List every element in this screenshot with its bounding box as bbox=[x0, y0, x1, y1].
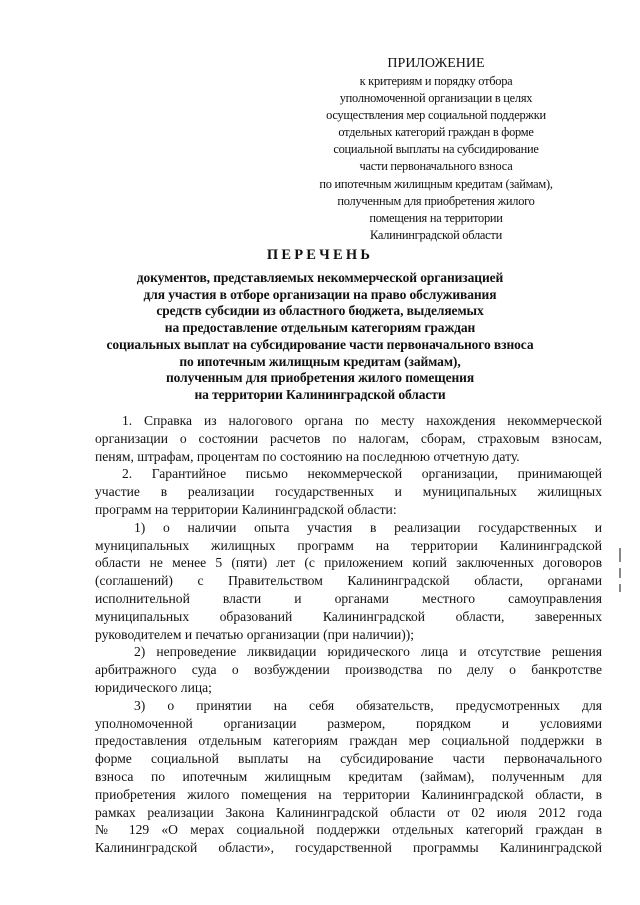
scan-margin-mark bbox=[619, 548, 621, 562]
appendix-line: уполномоченной организации в целях bbox=[339, 91, 533, 106]
body-line: 2) непроведение ликвидации юридического лица и отсутствие решения bbox=[134, 644, 602, 660]
appendix-line: Калининградской области bbox=[370, 227, 502, 242]
title-line: социальных выплат на субсидирование части первоначального взноса bbox=[106, 336, 534, 352]
body-line: взноса по ипотечным жилищным кредитам (займам), полученным для bbox=[95, 768, 602, 784]
appendix-line: полученным для приобретения жилого bbox=[337, 193, 535, 208]
title-line: на предоставление отдельным категориям граждан bbox=[164, 320, 476, 336]
appendix-line: осуществления мер социальной поддержки bbox=[326, 108, 546, 123]
body-line: области не менее 5 (пяти) лет (с приложением копий заключенных договоров bbox=[95, 555, 602, 571]
scan-margin-mark bbox=[619, 584, 621, 592]
title-line: средств субсидии из областного бюджета, выделяемых bbox=[156, 303, 484, 319]
body-line: (соглашений) с Правительством Калининградской области, органами bbox=[95, 573, 602, 589]
body-line: 1. Справка из налогового органа по месту нахождения некоммерческой bbox=[122, 413, 602, 428]
appendix-line: части первоначального взноса bbox=[359, 159, 513, 174]
appendix-line: отдельных категорий граждан в форме bbox=[338, 125, 534, 140]
body-line: форме социальной выплаты на субсидирование части первоначального bbox=[95, 751, 602, 767]
title-line: по ипотечным жилищным кредитам (займам), bbox=[179, 353, 461, 369]
body-line: программ на территории Калининградской области: bbox=[95, 501, 397, 517]
body-line: приобретения жилого помещения на территории Калининградской области, в bbox=[95, 786, 602, 802]
scan-margin-mark bbox=[619, 568, 621, 578]
document-body bbox=[95, 412, 602, 857]
appendix-line: к критериям и порядку отбора bbox=[359, 74, 513, 88]
body-line: уполномоченной организации размером, порядком и условиями bbox=[95, 715, 602, 731]
title-line: на территории Калининградской области bbox=[194, 386, 446, 402]
body-line: пеням, штрафам, процентам по состоянию на последнюю отчетную дату. bbox=[95, 448, 520, 464]
body-line: Калининградской области», государственной программы Калининградской bbox=[95, 840, 602, 856]
appendix-line: социальной выплаты на субсидирование bbox=[333, 142, 539, 157]
appendix-heading: ПРИЛОЖЕНИЕ bbox=[387, 56, 485, 71]
body-line: 1) о наличии опыта участия в реализации государственных и bbox=[134, 519, 602, 535]
body-line: руководителем и печатью организации (при наличии)); bbox=[95, 626, 415, 642]
title-line: документов, представляемых некоммерческой организацией bbox=[136, 270, 504, 285]
body-line: муниципальных образований Калининградской области, заверенных bbox=[95, 608, 602, 624]
body-line: 3) о принятии на себя обязательств, предусмотренных для bbox=[134, 697, 602, 713]
body-line: рамках реализации Закона Калининградской области от 02 июля 2012 года bbox=[95, 804, 602, 820]
appendix-line: помещения на территории bbox=[369, 210, 503, 225]
body-line: исполнительной власти и органами местного самоуправления bbox=[95, 590, 602, 606]
body-line: 2. Гарантийное письмо некоммерческой организации, принимающей bbox=[122, 466, 602, 482]
title-heading: ПЕРЕЧЕНЬ bbox=[266, 247, 374, 263]
document-title bbox=[90, 246, 550, 404]
body-line: организации о состоянии расчетов по налогам, сборам, страховым взносам, bbox=[95, 430, 602, 446]
body-line: № 129 «О мерах социальной поддержки отдельных категорий граждан в bbox=[95, 822, 602, 838]
body-line: юридического лица; bbox=[95, 679, 212, 695]
body-line: участие в реализации государственных и муниципальных жилищных bbox=[95, 484, 602, 500]
title-line: полученным для приобретения жилого помещения bbox=[165, 370, 475, 386]
title-line: для участия в отборе организации на право обслуживания bbox=[143, 286, 497, 302]
body-line: арбитражного суда о возбуждении производства по делу о банкротстве bbox=[95, 662, 602, 678]
body-line: муниципальных жилищных программ на территории Калининградской bbox=[95, 537, 602, 553]
body-line: предоставления отдельным категориям граждан мер социальной поддержки в bbox=[95, 733, 602, 749]
appendix-line: по ипотечным жилищным кредитам (займам), bbox=[319, 176, 553, 191]
appendix-header bbox=[318, 55, 554, 244]
